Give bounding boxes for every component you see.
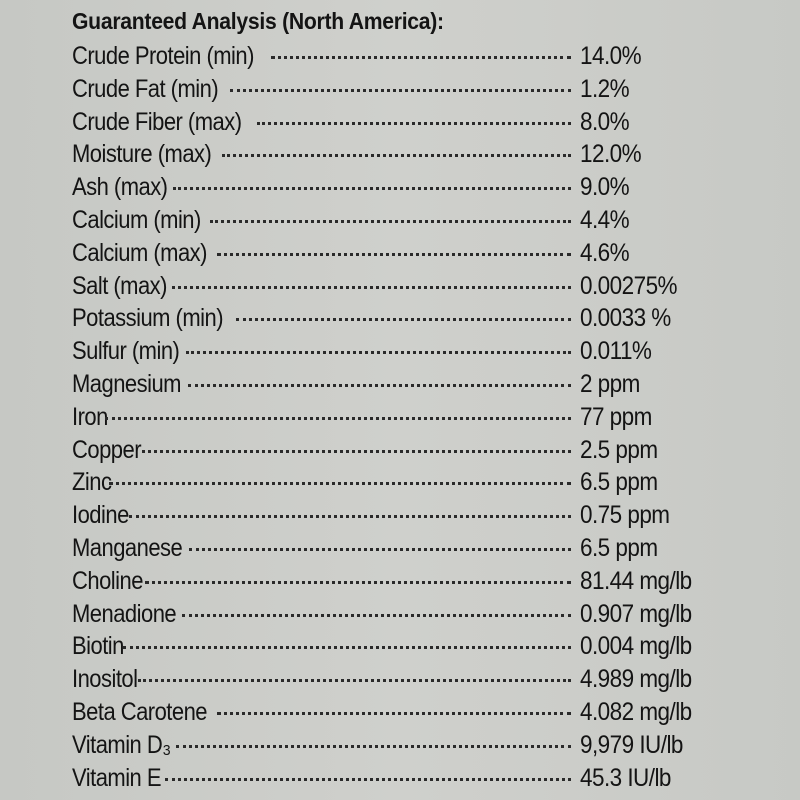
dot-leader	[222, 154, 571, 157]
nutrient-name: Potassium (min)	[72, 304, 224, 333]
nutrient-name: Biotin	[72, 632, 124, 661]
dot-leader	[189, 548, 571, 551]
nutrient-name-cell	[72, 729, 577, 762]
nutrient-name: Magnesium	[72, 369, 181, 398]
dot-leader	[145, 581, 571, 584]
nutrient-value: 9,979 IU/lb	[580, 730, 683, 759]
dot-leader	[230, 89, 571, 92]
dot-leader	[236, 318, 571, 321]
nutrient-value: 4.6%	[580, 238, 630, 267]
dot-leader	[217, 253, 571, 256]
analysis-row	[72, 106, 732, 139]
nutrient-name-cell	[72, 270, 577, 303]
nutrient-name-cell	[72, 237, 577, 270]
analysis-row	[72, 696, 732, 729]
nutrient-name-cell	[72, 138, 577, 171]
nutrient-name: Beta Carotene	[72, 697, 208, 726]
analysis-row	[72, 73, 732, 106]
nutrient-value: 6.5 ppm	[580, 533, 658, 562]
nutrient-name-cell	[72, 532, 577, 565]
nutrient-name-cell	[72, 663, 577, 696]
analysis-row	[72, 466, 732, 499]
analysis-heading: Guaranteed Analysis (North America):	[72, 8, 444, 34]
nutrient-name-cell	[72, 499, 577, 532]
nutrient-name: Vitamin E	[72, 763, 162, 792]
dot-leader	[271, 56, 571, 59]
nutrient-name: Inositol	[72, 665, 138, 694]
nutrient-name: Salt (max)	[72, 271, 167, 300]
analysis-row	[72, 302, 732, 335]
analysis-row	[72, 729, 732, 762]
analysis-row	[72, 270, 732, 303]
nutrient-name-cell	[72, 598, 577, 631]
dot-leader	[176, 745, 571, 748]
dot-leader	[138, 679, 571, 682]
nutrient-name-cell	[72, 40, 577, 73]
analysis-row	[72, 237, 732, 270]
nutrient-value: 2.5 ppm	[580, 435, 658, 464]
nutrient-value: 0.004 mg/lb	[580, 632, 692, 661]
analysis-row	[72, 532, 732, 565]
nutrient-name: Zinc	[72, 468, 112, 497]
nutrient-name: Copper	[72, 435, 141, 464]
nutrient-name-cell	[72, 762, 577, 795]
nutrient-name: Manganese	[72, 533, 183, 562]
analysis-row	[72, 401, 732, 434]
dot-leader	[129, 515, 571, 518]
nutrient-name-cell	[72, 204, 577, 237]
analysis-row	[72, 171, 732, 204]
nutrient-value: 2 ppm	[580, 369, 640, 398]
nutrient-value: 4.989 mg/lb	[580, 665, 692, 694]
nutrient-value: 0.75 ppm	[580, 501, 670, 530]
analysis-row	[72, 762, 732, 795]
dot-leader	[182, 614, 571, 617]
nutrient-name-cell	[72, 565, 577, 598]
nutrient-value: 12.0%	[580, 140, 642, 169]
nutrient-name: Iron	[72, 402, 108, 431]
analysis-table	[72, 40, 732, 794]
nutrient-name: Moisture (max)	[72, 140, 212, 169]
nutrient-value: 1.2%	[580, 74, 630, 103]
dot-leader	[257, 122, 571, 125]
dot-leader	[123, 646, 571, 649]
analysis-row	[72, 565, 732, 598]
analysis-row	[72, 138, 732, 171]
dot-leader	[109, 482, 571, 485]
nutrient-value: 45.3 IU/lb	[580, 763, 671, 792]
analysis-row	[72, 335, 732, 368]
nutrient-value: 0.011%	[580, 337, 652, 366]
nutrient-name-cell	[72, 171, 577, 204]
analysis-row	[72, 368, 732, 401]
dot-leader	[186, 351, 571, 354]
nutrient-value: 0.907 mg/lb	[580, 599, 692, 628]
nutrient-name-cell	[72, 466, 577, 499]
nutrient-value: 6.5 ppm	[580, 468, 658, 497]
dot-leader	[217, 712, 571, 715]
dot-leader	[105, 417, 571, 420]
analysis-row	[72, 434, 732, 467]
nutrient-value: 0.0033 %	[580, 304, 671, 333]
nutrient-name: Calcium (min)	[72, 205, 201, 234]
dot-leader	[165, 778, 571, 781]
analysis-row	[72, 204, 732, 237]
analysis-row	[72, 663, 732, 696]
nutrient-name: Crude Fat (min)	[72, 74, 219, 103]
dot-leader	[172, 286, 571, 289]
nutrient-name-cell	[72, 73, 577, 106]
nutrient-value: 77 ppm	[580, 402, 652, 431]
nutrient-name-cell	[72, 630, 577, 663]
nutrient-name: Sulfur (min)	[72, 337, 180, 366]
nutrient-value: 8.0%	[580, 107, 630, 136]
analysis-row	[72, 499, 732, 532]
analysis-row	[72, 40, 732, 73]
dot-leader	[173, 187, 571, 190]
nutrient-name: Vitamin D₃	[72, 730, 171, 759]
nutrient-value: 0.00275%	[580, 271, 678, 300]
nutrient-name: Calcium (max)	[72, 238, 207, 267]
nutrient-name: Iodine	[72, 501, 129, 530]
nutrient-value: 4.4%	[580, 205, 630, 234]
nutrient-name-cell	[72, 368, 577, 401]
nutrient-name: Menadione	[72, 599, 177, 628]
nutrient-value: 14.0%	[580, 42, 642, 70]
nutrient-name: Crude Fiber (max)	[72, 107, 242, 136]
dot-leader	[188, 384, 571, 387]
nutrient-name: Ash (max)	[72, 173, 168, 202]
nutrient-name-cell	[72, 302, 577, 335]
nutrient-name: Crude Protein (min)	[72, 42, 254, 70]
nutrient-value: 81.44 mg/lb	[580, 566, 692, 595]
dot-leader	[142, 450, 571, 453]
nutrient-name-cell	[72, 401, 577, 434]
nutrient-name-cell	[72, 106, 577, 139]
nutrient-value: 9.0%	[580, 173, 630, 202]
analysis-row	[72, 630, 732, 663]
analysis-row	[72, 598, 732, 631]
dot-leader	[210, 220, 571, 223]
nutrient-name-cell	[72, 335, 577, 368]
nutrient-name-cell	[72, 434, 577, 467]
nutrient-name-cell	[72, 696, 577, 729]
nutrient-value: 4.082 mg/lb	[580, 697, 692, 726]
nutrient-name: Choline	[72, 566, 143, 595]
